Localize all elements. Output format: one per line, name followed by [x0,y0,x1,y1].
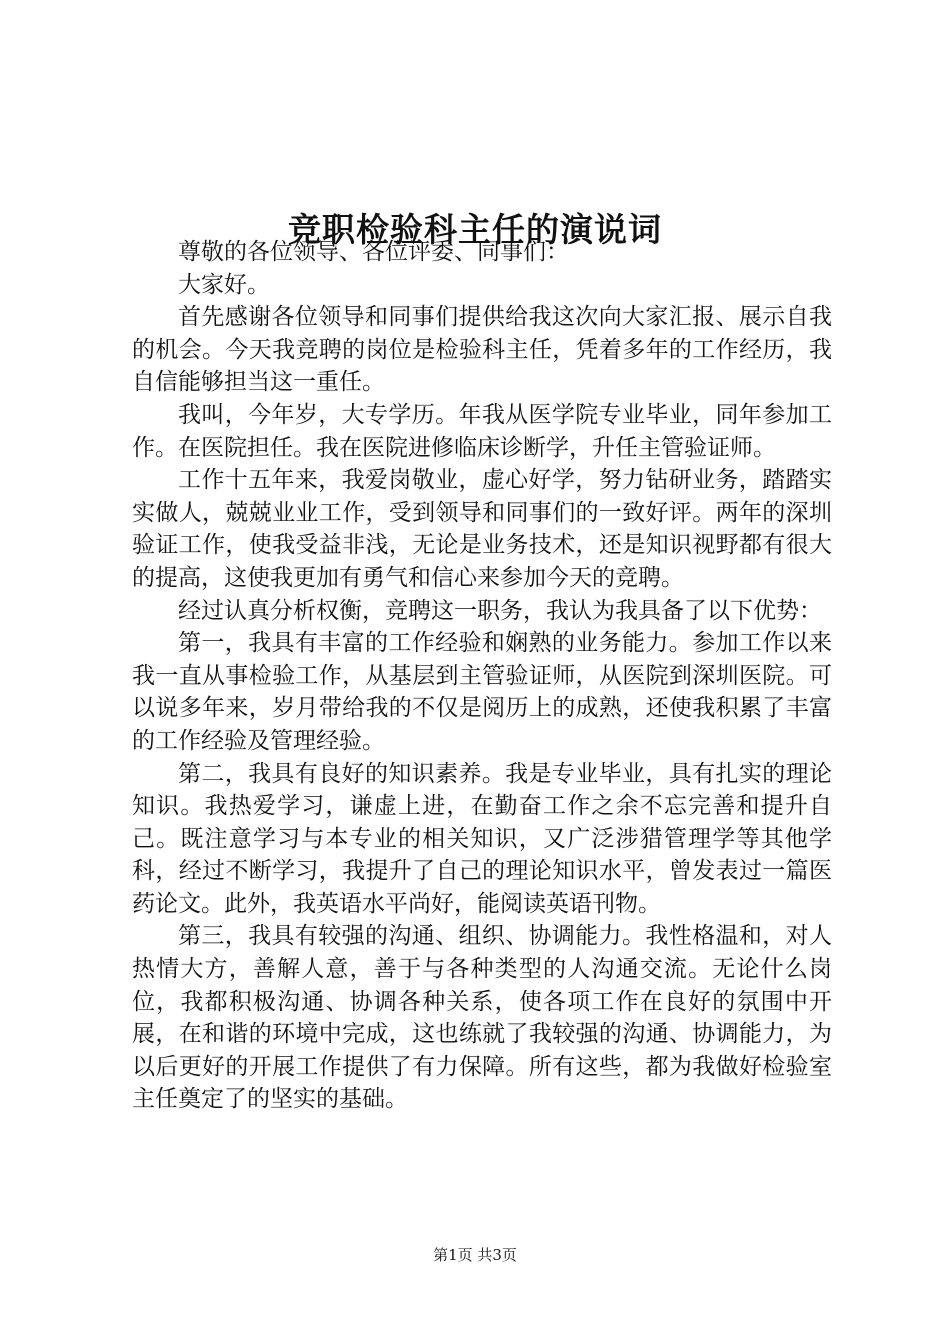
paragraph-self-intro: 我叫，今年岁，大专学历。年我从医学院专业毕业，同年参加工作。在医院担任。我在医院进修临床诊断学，升任主管验证师。 [132,401,832,461]
paragraph-advantages-intro: 经过认真分析权衡，竞聘这一职务，我认为我具备了以下优势： [178,597,822,624]
paragraph-work-experience: 工作十五年来，我爱岗敬业，虚心好学，努力钻研业务，踏踏实实做人，兢兢业业工作，受到领导和同事们的一致好评。两年的深圳验证工作，使我受益非浅，无论是业务技术，还是知识视野都有很大的提高，这使我更加有勇气和信心来参加今天的竞聘。 [132,467,832,591]
page-number-footer: 第1页 共3页 [433,1246,517,1264]
paragraph-advantage-2: 第二，我具有良好的知识素养。我是专业毕业，具有扎实的理论知识。我热爱学习，谦虚上进，在勤奋工作之余不忘完善和提升自己。既注意学习与本专业的相关知识，又广泛涉猎管理学等其他学科，经过不断学习，我提升了自己的理论知识水平，曾发表过一篇医药论文。此外，我英语水平尚好，能阅读英语刊物。 [132,760,832,917]
paragraph-salutation: 尊敬的各位领导、各位评委、同事们： [178,239,569,265]
paragraph-advantage-1: 第一，我具有丰富的工作经验和娴熟的业务能力。参加工作以来我一直从事检验工作，从基层到主管验证师，从医院到深圳医院。可以说多年来，岁月带给我的不仅是阅历上的成熟，还使我积累了丰富的工作经验及管理经验。 [132,630,832,754]
paragraph-advantage-3: 第三，我具有较强的沟通、组织、协调能力。我性格温和，对人热情大方，善解人意，善于与各种类型的人沟通交流。无论什么岗位，我都积极沟通、协调各种关系，使各项工作在良好的氛围中开展，在和谐的环境中完成，这也练就了我较强的沟通、协调能力，为以后更好的开展工作提供了有力保障。所有这些，都为我做好检验室主任奠定了的坚实的基础。 [132,923,832,1113]
document-title: 竞职检验科主任的演说词 [288,210,662,250]
paragraph-greeting: 大家好。 [178,271,270,298]
document-body [132,236,832,1116]
paragraph-thanks: 首先感谢各位领导和同事们提供给我这次向大家汇报、展示自我的机会。今天我竞聘的岗位是检验科主任，凭着多年的工作经历，我自信能够担当这一重任。 [132,304,832,396]
